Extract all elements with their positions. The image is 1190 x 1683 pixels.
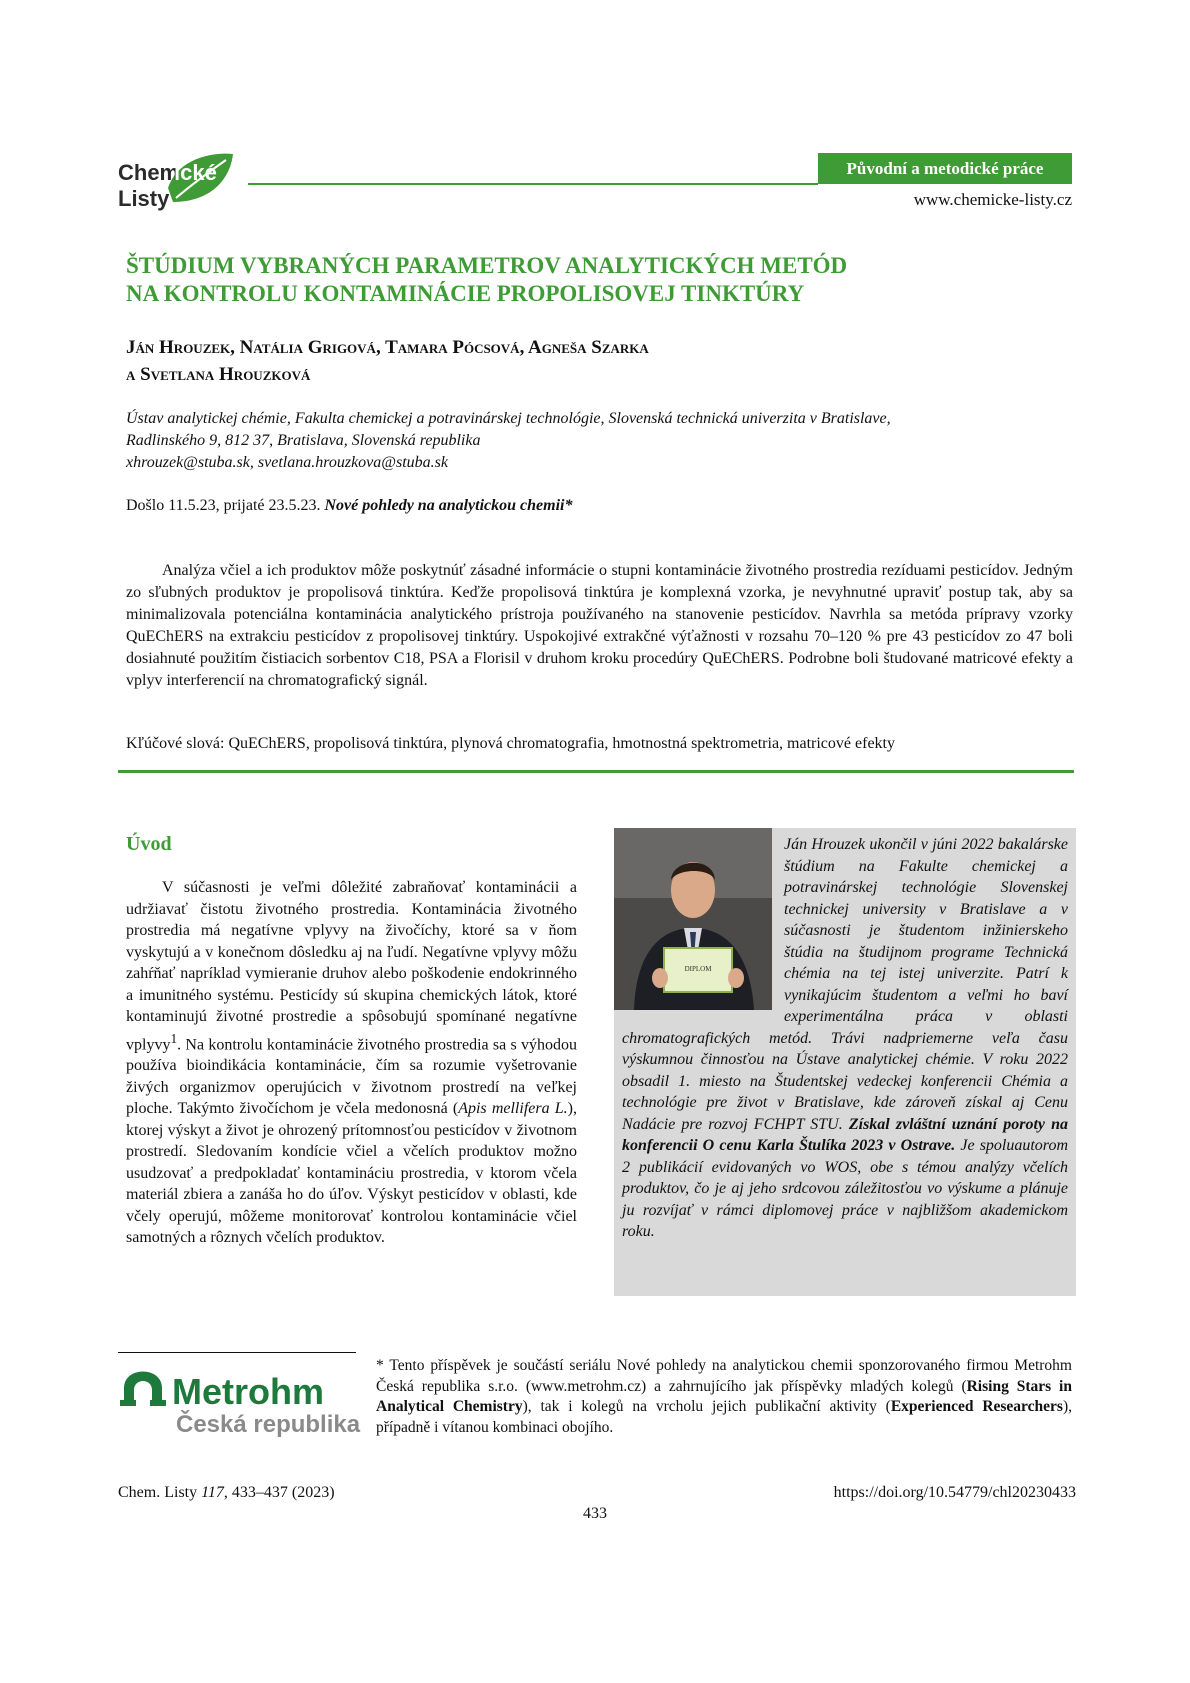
author-bio-box bbox=[614, 828, 1076, 1296]
bio-text-part: Je spoluautorom 2 publikácií evidovaných vo WOS, obe s témou analýzy včelích produktov, čo je aj jeho srdcovou záležitosťou vo výskume a plánuje ju rozvíjať v rámci diplomovej práce v najbližšom akademickom roku. bbox=[622, 1137, 1068, 1240]
svg-text:Chem: Chem bbox=[118, 160, 180, 185]
abstract: Analýza včiel a ich produktov môže poskytnúť zásadné informácie o stupni kontaminácie životného prostredia rezíduami pesticídov. Jedným zo sľubných produktov je propolisová tinktúra. Keďže propolisová tinktúra je komplexná vzorka, je nevyhnutné upraviť postup tak, aby sa minimalizovala potenciálna kontaminácia analytického prístroja používaného na stanovenie pesticídov. Navrhla sa metóda prípravy vzorky QuEChERS na extrakciu pesticídov z propolisovej tinktúry. Uspokojivé extrakčné výťažnosti v rozsahu 70–120 % pre 43 pesticídov zo 47 boli dosiahnuté použitím čistiacich sorbentov C18, PSA a Florisil v druhom kroku procedúry QuEChERS. Podrobne boli študované matricové efekty a vplyv interferencií na chromatografický signál. bbox=[126, 562, 1073, 689]
article-title bbox=[126, 252, 1026, 308]
author-emails[interactable]: xhrouzek@stuba.sk, svetlana.hrouzkova@stuba.sk bbox=[126, 454, 448, 471]
footnote-bold: Experienced Researchers bbox=[890, 1398, 1063, 1415]
intro-paragraph bbox=[126, 877, 577, 1249]
bio-text-part: Ján Hrouzek ukončil v júni 2022 bakalárske štúdium na Fakulte chemickej a potravinárskej technológie Slovenskej technickej university v Bratislave a v súčasnosti je študentom inžinierskeho štúdia na študijnom programe Technická chémia na tej istej univerzite. Patrí k vynikajúcim študentom a veľmi ho baví experimentálna práca v oblasti chromatografických metód. Trávi nadpriemerne veľa času výskumnou činnosťou na Ústave analytickej chémie. V roku 2022 obsadil 1. miesto na Študentskej vedeckej konferencii Chémia a technológie pre život v Bratislave, kde zároveň získal aj Cenu Nadácie pre rozvoj FCHPT STU. bbox=[622, 836, 1068, 1133]
intro-text-part: . Na kontrolu kontaminácie životného prostredia sa s výhodou používa bioindikácia kontaminácie, čím sa rozumie vyšetrovanie živých organizmov operujúcich v životnom prostredí na veľkej ploche. Takýmto živočíchom je včela medonosná ( bbox=[126, 1035, 577, 1118]
journal-citation bbox=[118, 1484, 335, 1502]
author-line: Ján Hrouzek, Natália Grigová, Tamara Pócsová, Agneša Szarka bbox=[126, 337, 649, 358]
reference-1[interactable]: 1 bbox=[170, 1030, 178, 1046]
website-url[interactable]: www.chemicke-listy.cz bbox=[913, 190, 1072, 209]
page-range: , 433–437 (2023) bbox=[223, 1484, 335, 1501]
section-label: Původní a metodické práce bbox=[818, 153, 1072, 184]
svg-text:Česká republika: Česká republika bbox=[176, 1411, 361, 1438]
author-line: a Svetlana Hrouzková bbox=[126, 364, 311, 385]
footnote-bold: Rising Stars in Analytical Chemistry bbox=[376, 1377, 1072, 1415]
intro-text-part: ), ktorej výskyt a život je ohrozený prítomnosťou pesticídov v životnom prostredí. Sledovaním kondície včiel a včelích produktov možno usudzovať a predpokladať kontamináciu prostredia, v ktorom včela materiál zbiera a zanáša ho do úľov. Výskyt pesticídov v oblasti, kde včely operujú, môžeme monitorovať kontrolou kontaminácie včiel samotných a rôznych včelích produktov. bbox=[126, 1100, 577, 1247]
svg-text:DIPLOM: DIPLOM bbox=[684, 965, 712, 973]
section-heading-intro: Úvod bbox=[126, 833, 172, 855]
page-number: 433 bbox=[583, 1505, 607, 1522]
footnote-part: * Tento příspěvek je součástí seriálu Nové pohledy na analytickou chemii sponzorovaného firmou Metrohm Česká republika s.r.o. (www.metrohm.cz) a zahrnujícího jak příspěvky mladých kolegů ( bbox=[376, 1357, 1072, 1395]
abstract-rule bbox=[118, 770, 1074, 773]
journal-name: Chem. Listy bbox=[118, 1484, 202, 1501]
title-line: ŠTÚDIUM VYBRANÝCH PARAMETROV ANALYTICKÝCH METÓD bbox=[126, 253, 848, 278]
affiliation-line: Radlinského 9, 812 37, Bratislava, Slovenská republika bbox=[126, 432, 481, 449]
svg-text:Metrohm: Metrohm bbox=[172, 1371, 324, 1412]
metrohm-logo bbox=[118, 1360, 363, 1440]
bio-highlight: Získal zvláštní uznání poroty na konferencii O cenu Karla Štulíka 2023 v Ostrave. bbox=[622, 1115, 1068, 1154]
keywords: Kľúčové slová: QuEChERS, propolisová tinktúra, plynová chromatografia, hmotnostná spektrometria, matricové efekty bbox=[126, 735, 895, 752]
volume: 117 bbox=[201, 1484, 224, 1501]
author-bio-text bbox=[622, 834, 1068, 1243]
header-rule bbox=[248, 183, 818, 185]
footnote-rule bbox=[118, 1352, 356, 1353]
svg-text:Listy: Listy bbox=[118, 186, 170, 211]
title-line: NA KONTROLU KONTAMINÁCIE PROPOLISOVEJ TINKTÚRY bbox=[126, 281, 805, 306]
affiliation bbox=[126, 408, 1066, 474]
series-footnote bbox=[376, 1356, 1072, 1438]
photo-space bbox=[622, 834, 784, 1012]
footnote-part: ), tak i kolegů na vrcholu jejich publikační aktivity ( bbox=[522, 1398, 891, 1415]
species-name: Apis mellifera L. bbox=[458, 1100, 568, 1118]
series-name: Nové pohledy na analytickou chemii* bbox=[324, 497, 573, 514]
received-dates bbox=[126, 497, 572, 515]
author-list bbox=[126, 334, 1026, 388]
footnote-part: ), případně i vítanou kombinaci obojího. bbox=[376, 1398, 1072, 1436]
affiliation-line: Ústav analytickej chémie, Fakulta chemickej a potravinárskej technológie, Slovenská technická univerzita v Bratislave, bbox=[126, 410, 891, 427]
svg-text:ické: ické bbox=[174, 160, 217, 185]
doi-link[interactable]: https://doi.org/10.54779/chl20230433 bbox=[833, 1484, 1076, 1501]
chemicke-listy-logo bbox=[118, 150, 248, 220]
received-text: Došlo 11.5.23, prijaté 23.5.23. bbox=[126, 497, 321, 514]
intro-text-part: V súčasnosti je veľmi dôležité zabraňovať kontaminácii a udržiavať čistotu životného prostredia. Kontaminácia životného prostredia má negatívne vplyvy na živočíchy, ktoré sa v ňom vyskytujú a v konečnom dôsledku aj na ľudí. Negatívne vplyvy môžu zahŕňať napríklad vymieranie druhov alebo poškodenie endokrinného a imunitného systému. Pesticídy sú skupina chemických látok, ktoré kontaminujú životné prostredie a spôsobujú spomínané negatívne vplyvy bbox=[126, 879, 577, 1053]
